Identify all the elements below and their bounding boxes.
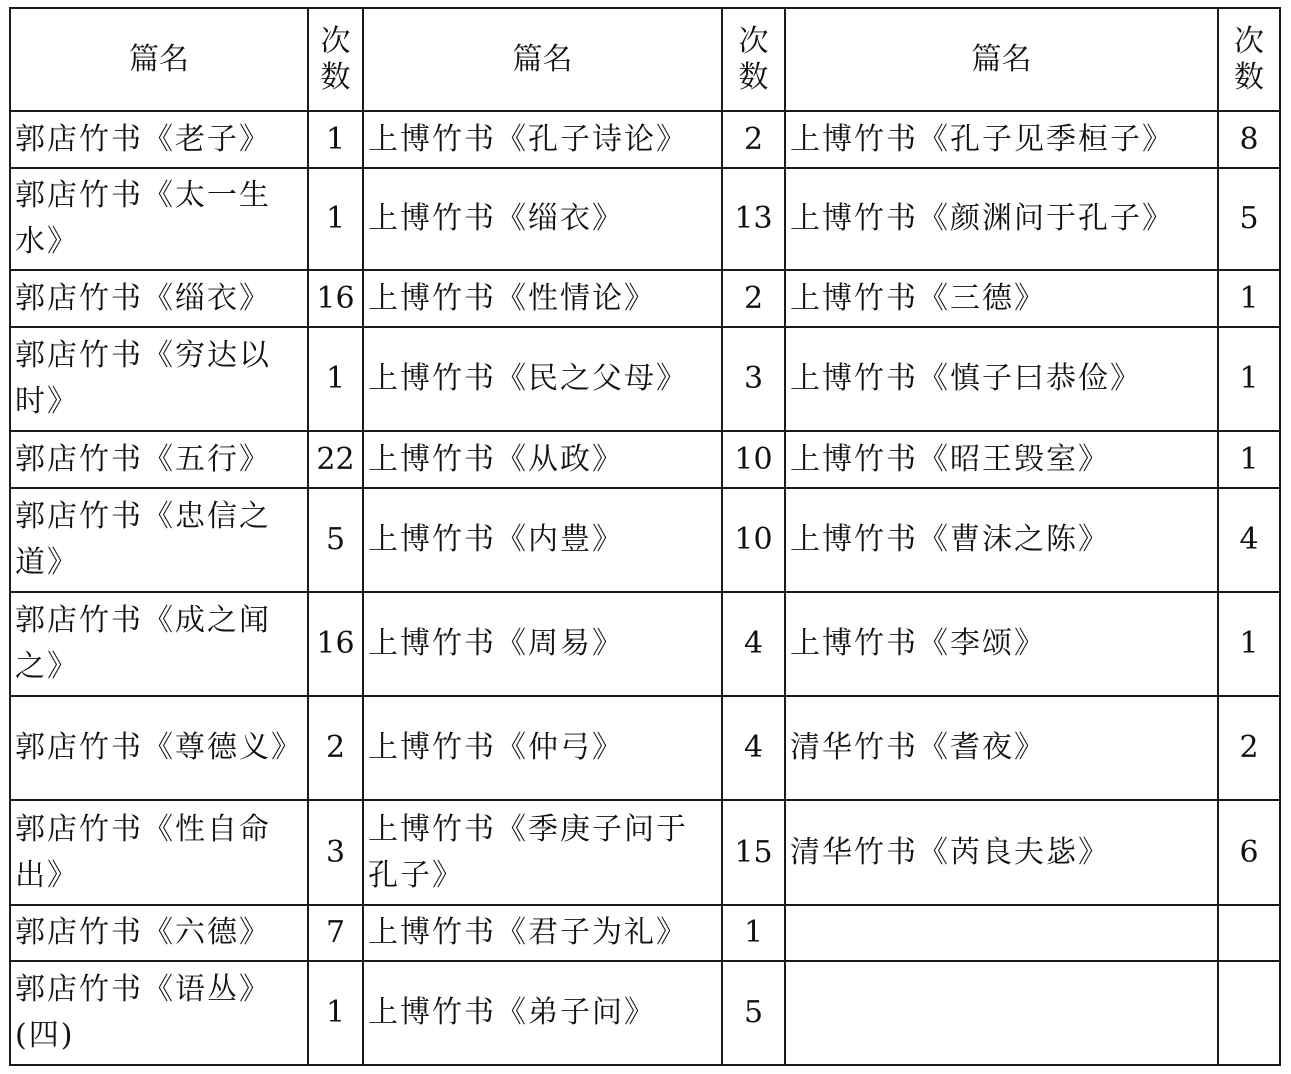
table-row: [10, 168, 1280, 270]
title-cell: 上博竹书《性情论》: [363, 270, 722, 327]
count-cell: 2: [722, 270, 785, 327]
table-row: [10, 488, 1280, 592]
count-cell: 3: [308, 800, 363, 905]
title-cell: 郭店竹书《老子》: [10, 111, 308, 168]
count-cell: 13: [722, 168, 785, 270]
title-cell: 上博竹书《从政》: [363, 431, 722, 488]
title-cell: 上博竹书《内豊》: [363, 488, 722, 592]
title-cell: 上博竹书《仲弓》: [363, 696, 722, 800]
title-cell: [785, 961, 1218, 1065]
title-cell: [785, 905, 1218, 961]
count-cell: 1: [308, 168, 363, 270]
count-cell: 1: [308, 111, 363, 168]
title-cell: 郭店竹书《太一生水》: [10, 168, 308, 270]
count-cell: 1: [1218, 431, 1280, 488]
title-cell: 上博竹书《民之父母》: [363, 327, 722, 431]
header-count-col2: 次数: [722, 8, 785, 111]
title-cell: 上博竹书《孔子见季桓子》: [785, 111, 1218, 168]
table-row: [10, 111, 1280, 168]
count-cell: 1: [722, 905, 785, 961]
header-title-col3: 篇名: [785, 8, 1218, 111]
count-cell: 5: [722, 961, 785, 1065]
header-count-col3: 次数: [1218, 8, 1280, 111]
title-cell: 上博竹书《缁衣》: [363, 168, 722, 270]
header-count-col1: 次数: [308, 8, 363, 111]
title-cell: 上博竹书《弟子问》: [363, 961, 722, 1065]
title-cell: 清华竹书《芮良夫毖》: [785, 800, 1218, 905]
count-cell: 2: [308, 696, 363, 800]
title-cell: 郭店竹书《五行》: [10, 431, 308, 488]
title-cell: 上博竹书《季庚子问于孔子》: [363, 800, 722, 905]
title-cell: 上博竹书《周易》: [363, 592, 722, 696]
table-row: [10, 905, 1280, 961]
title-cell: 上博竹书《君子为礼》: [363, 905, 722, 961]
table-row: [10, 592, 1280, 696]
title-cell: 郭店竹书《成之闻之》: [10, 592, 308, 696]
count-cell: 22: [308, 431, 363, 488]
title-cell: 郭店竹书《性自命出》: [10, 800, 308, 905]
count-cell: 4: [722, 696, 785, 800]
header-row: [10, 8, 1280, 111]
title-cell: 上博竹书《孔子诗论》: [363, 111, 722, 168]
title-cell: 上博竹书《李颂》: [785, 592, 1218, 696]
title-cell: 郭店竹书《忠信之道》: [10, 488, 308, 592]
title-cell: 上博竹书《三德》: [785, 270, 1218, 327]
count-cell: 6: [1218, 800, 1280, 905]
count-cell: 1: [308, 327, 363, 431]
count-cell: 5: [308, 488, 363, 592]
count-cell: 10: [722, 431, 785, 488]
count-cell: 1: [1218, 270, 1280, 327]
table-row: [10, 961, 1280, 1065]
title-cell: 郭店竹书《穷达以时》: [10, 327, 308, 431]
count-cell: 1: [308, 961, 363, 1065]
table-row: [10, 270, 1280, 327]
table-row: [10, 800, 1280, 905]
title-cell: 郭店竹书《尊德义》: [10, 696, 308, 800]
title-cell: 上博竹书《昭王毁室》: [785, 431, 1218, 488]
count-cell: 7: [308, 905, 363, 961]
count-cell: [1218, 905, 1280, 961]
count-cell: 2: [1218, 696, 1280, 800]
table-row: [10, 696, 1280, 800]
count-cell: 16: [308, 592, 363, 696]
count-cell: 3: [722, 327, 785, 431]
count-cell: [1218, 961, 1280, 1065]
title-cell: 上博竹书《曹沫之陈》: [785, 488, 1218, 592]
title-cell: 郭店竹书《语丛》(四): [10, 961, 308, 1065]
table-row: [10, 327, 1280, 431]
table-row: [10, 431, 1280, 488]
title-cell: 上博竹书《颜渊问于孔子》: [785, 168, 1218, 270]
count-cell: 4: [1218, 488, 1280, 592]
count-cell: 5: [1218, 168, 1280, 270]
header-title-col1: 篇名: [10, 8, 308, 111]
count-cell: 8: [1218, 111, 1280, 168]
title-cell: 郭店竹书《缁衣》: [10, 270, 308, 327]
title-cell: 清华竹书《耆夜》: [785, 696, 1218, 800]
count-cell: 1: [1218, 592, 1280, 696]
count-cell: 10: [722, 488, 785, 592]
count-cell: 1: [1218, 327, 1280, 431]
count-cell: 2: [722, 111, 785, 168]
bamboo-text-citation-table: [9, 7, 1281, 1066]
count-cell: 15: [722, 800, 785, 905]
count-cell: 16: [308, 270, 363, 327]
title-cell: 郭店竹书《六德》: [10, 905, 308, 961]
title-cell: 上博竹书《慎子曰恭俭》: [785, 327, 1218, 431]
count-cell: 4: [722, 592, 785, 696]
header-title-col2: 篇名: [363, 8, 722, 111]
